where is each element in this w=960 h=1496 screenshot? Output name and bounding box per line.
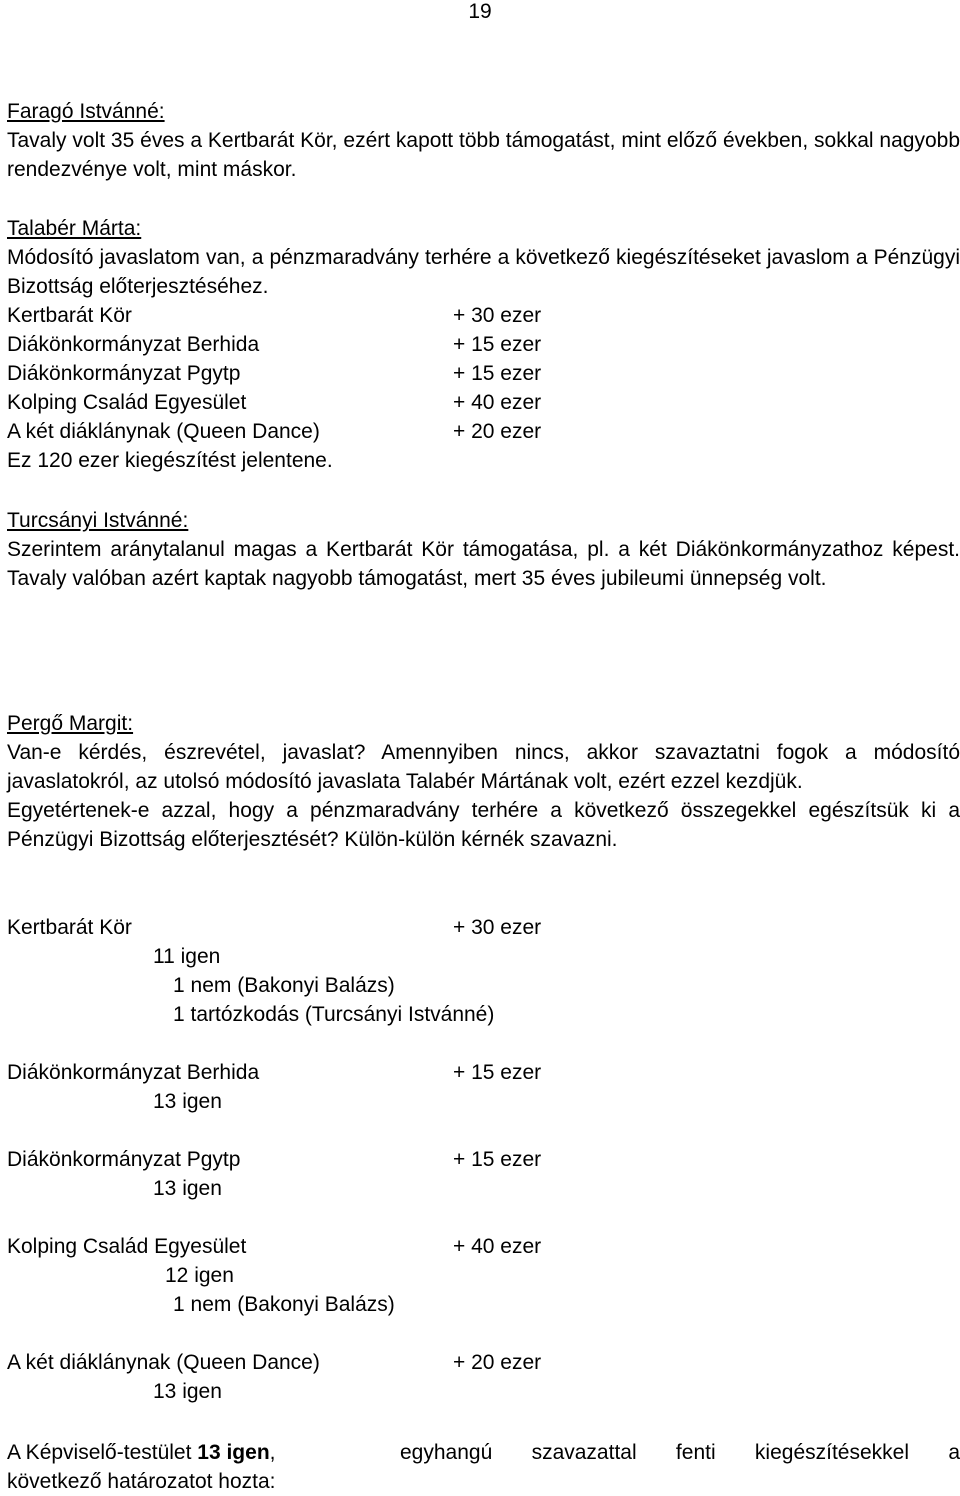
speaker-name: Faragó Istvánné: [7, 100, 165, 123]
proposal-amount: + 30 ezer [453, 304, 542, 327]
vote-item-amount: + 30 ezer [453, 916, 542, 939]
proposal-amount: + 15 ezer [453, 333, 542, 356]
vote-count: 13 igen [197, 1441, 270, 1464]
vote-group [7, 1145, 960, 1203]
vote-item-row [7, 913, 960, 942]
speaker-name: Talabér Márta: [7, 217, 142, 240]
statement-text: Szerintem aránytalanul magas a Kertbarát Kör támogatása, pl. a két Diákönkormányzathoz képest. Tavaly valóban azért kaptak nagyobb támogatást, mert 35 éves jubileumi ünnepség volt. [7, 538, 960, 590]
vote-result: 13 igen [153, 1380, 222, 1403]
vote-item-row [7, 1348, 960, 1377]
vote-result: 1 nem (Bakonyi Balázs) [173, 974, 395, 997]
speaker-name: Pergő Margit: [7, 712, 134, 735]
proposal-row [7, 330, 960, 359]
proposal-row [7, 388, 960, 417]
statement-talaber [7, 214, 960, 475]
vote-item-row [7, 1145, 960, 1174]
statement-text: Van-e kérdés, észrevétel, javaslat? Amennyiben nincs, akkor szavaztatni fogok a módosító javaslatokról, az utolsó módosító javaslata Talabér Mártának volt, ezért ezzel kezdjük. [7, 741, 960, 793]
vote-item-amount: + 20 ezer [453, 1351, 542, 1374]
proposal-row [7, 359, 960, 388]
proposal-name: Kolping Család Egyesület [7, 391, 247, 414]
vote-result: 11 igen [153, 945, 221, 968]
vote-item-amount: + 15 ezer [453, 1148, 542, 1171]
vote-item-name: Kertbarát Kör [7, 916, 132, 939]
proposal-name: A két diáklánynak (Queen Dance) [7, 420, 320, 443]
vote-item-amount: + 40 ezer [453, 1235, 542, 1258]
vote-item-name: Kolping Család Egyesület [7, 1235, 247, 1258]
resolution-right: egyhangú szavazattal fenti kiegészítésekkel a [400, 1441, 960, 1464]
vote-group [7, 1058, 960, 1116]
proposal-name: Diákönkormányzat Pgytp [7, 362, 241, 385]
statement-text: Egyetértenek-e azzal, hogy a pénzmaradvány terhére a következő összegekkel egészítsük ki a Pénzügyi Bizottság előterjesztését? Külön-külön kérnék szavazni. [7, 799, 960, 851]
speaker-name: Turcsányi Istvánné: [7, 509, 189, 532]
resolution-prefix: A Képviselő-testület 13 igen, [7, 1441, 276, 1464]
proposal-summary: Ez 120 ezer kiegészítést jelentene. [7, 449, 333, 472]
statement-farago [7, 97, 960, 184]
proposal-row [7, 417, 960, 446]
proposal-list [7, 301, 960, 446]
vote-item-row [7, 1232, 960, 1261]
vote-group [7, 1348, 960, 1406]
statement-text: Módosító javaslatom van, a pénzmaradvány terhére a következő kiegészítéseket javaslom a Pénzügyi Bizottság előterjesztéséhez. [7, 246, 960, 298]
page-number: 19 [468, 0, 492, 23]
vote-group [7, 1232, 960, 1319]
proposal-amount: + 40 ezer [453, 391, 542, 414]
vote-result: 1 nem (Bakonyi Balázs) [173, 1293, 395, 1316]
proposal-row [7, 301, 960, 330]
vote-result: 12 igen [165, 1264, 234, 1287]
vote-item-amount: + 15 ezer [453, 1061, 542, 1084]
vote-results [7, 913, 960, 1435]
resolution-intro [7, 1438, 960, 1496]
resolution-line2: következő határozatot hozta: [7, 1470, 276, 1493]
proposal-name: Kertbarát Kör [7, 304, 132, 327]
vote-result: 1 tartózkodás (Turcsányi Istvánné) [173, 1003, 495, 1026]
proposal-amount: + 20 ezer [453, 420, 542, 443]
vote-group [7, 913, 960, 1029]
statement-turcsanyi [7, 506, 960, 593]
vote-result: 13 igen [153, 1090, 222, 1113]
statement-text: Tavaly volt 35 éves a Kertbarát Kör, ezért kapott több támogatást, mint előző években, sokkal nagyobb rendezvénye volt, mint máskor. [7, 129, 960, 181]
proposal-amount: + 15 ezer [453, 362, 542, 385]
proposal-name: Diákönkormányzat Berhida [7, 333, 260, 356]
statement-pergo [7, 709, 960, 854]
vote-item-name: A két diáklánynak (Queen Dance) [7, 1351, 320, 1374]
vote-item-name: Diákönkormányzat Pgytp [7, 1148, 241, 1171]
vote-item-row [7, 1058, 960, 1087]
vote-result: 13 igen [153, 1177, 222, 1200]
vote-item-name: Diákönkormányzat Berhida [7, 1061, 260, 1084]
